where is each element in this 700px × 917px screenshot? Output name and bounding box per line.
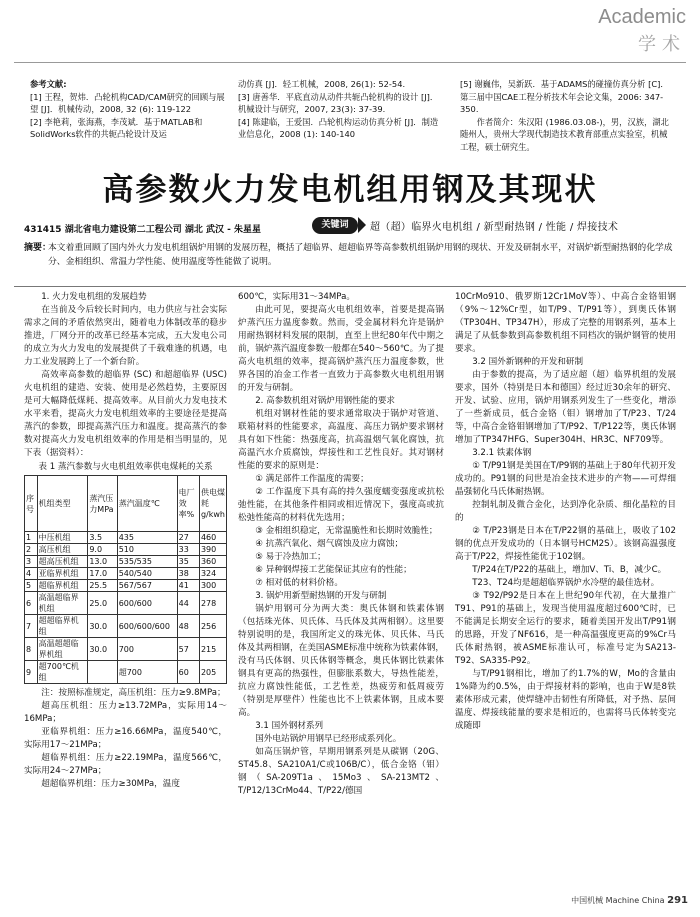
table-cell: 超超临界机组 [37,615,88,638]
table-cell: 高压机组 [37,544,88,556]
table-cell: 44 [177,592,199,615]
table-cell: 3 [25,556,38,568]
table-cell: 5 [25,580,38,592]
table-cell: 超临界机组 [37,580,88,592]
body-column-3 [455,291,676,733]
table-cell: 215 [199,638,226,661]
table-cell: 17.0 [88,568,117,580]
table-cell: 25.0 [88,592,117,615]
table-cell: 390 [199,544,226,556]
table-cell: 中压机组 [37,532,88,544]
table-cell: 567/567 [117,580,177,592]
table-note: 超超临界机组：压力≥30MPa，温度 [41,779,180,789]
table-header-cell: 机组类型 [37,476,88,532]
table-header-cell: 供电煤耗g/kwh [199,476,226,532]
table-cell: 48 [177,615,199,638]
author-affiliation: 431415 湖北省电力建设第二工程公司 湖北 武汉 - 朱星星 [24,225,261,235]
table-cell: 38 [177,568,199,580]
paragraph: 600℃，实际用31～34MPa。 [238,292,355,302]
list-item: ③ 金相组织稳定，无常温脆性和长期时效脆性； [255,526,438,536]
paragraph: 在当前及今后较长时间内，电力供应与社会实际需求之间的矛盾依然突出，随着电力体制改革的稳步推进，厂网分开的改革已经基本完成，五大发电公司的成立为火力发电的发展提供了千载难逢的机遇，电力工业发展跨上了一个新台阶。 [24,305,227,367]
references-column-2 [238,78,446,141]
body-column-2 [238,291,444,798]
table-body [25,532,227,684]
table-row [25,592,227,615]
section-heading: 1. 火力发电机组的发展趋势 [41,292,147,302]
table-cell: 205 [199,661,226,684]
list-item: ① 满足部件工作温度的需要； [255,474,369,484]
table-cell: 435 [117,532,177,544]
table-cell: 57 [177,638,199,661]
subsection-heading: 3.1 国外钢材系列 [255,721,324,731]
table-note: 注：按照标准规定，高压机组：压力≥9.8MPa； [41,688,226,698]
reference-item: [4] 陈建临，王爱国．凸轮机构运动仿真分析 [J]．制造业信息化，2008 (1): 140-140 [238,116,439,140]
list-item: ⑥ 异种钢焊接工艺能保证其应有的性能； [255,565,412,575]
table-cell: 高温超临界机组 [37,592,88,615]
table-cell: 超700 [117,661,177,684]
table-cell: 60 [177,661,199,684]
table-row [25,556,227,568]
keywords-list: 超（超）临界火电机组 / 新型耐热钢 / 性能 / 焊接技术 [370,222,619,233]
reference-item: [5] 谢巍伟，吴新跃．基于ADAMS的碰撞仿真分析 [C]．第三届中国CAE工程分析技术年会论文集，2006: 347-350. [460,79,669,115]
table-row [25,638,227,661]
reference-item: [3] 唐善华．平底直动从动件共轭凸轮机构的设计 [J]．机械设计与研究，2007, 23(3): 37-39. [238,91,439,115]
paragraph: 锅炉用钢可分为两大类：奥氏体钢和铁素体钢（包括珠光体、贝氏体、马氏体及其两相钢）。这里要特别说明的是，我国所定义的珠光体、贝氏体、马氏体及其两相钢，在美国ASME标准中统称为铁素体钢，没有马氏体钢、贝氏体钢等概念，奥氏体钢比铁素体钢具有更高的热强性，但膨胀系数大，导热性能差，抗应力腐蚀性能低，工艺性差，热疲劳和低周疲劳（特别是厚壁件）性能也比不上铁素体钢，且成本要高。 [238,604,444,718]
journal-name: 中国机械 Machine China [571,896,665,905]
journal-section-label-zh: 学术 [638,34,686,55]
table-cell: 亚临界机组 [37,568,88,580]
subsection-heading: 3.2 国外新钢种的开发和研制 [472,357,584,367]
paragraph: T23、T24均是超超临界锅炉水冷壁的最佳选材。 [472,578,660,588]
table-header-cell: 电厂效率% [177,476,199,532]
table-cell: 9 [25,661,38,684]
table-cell: 3.5 [88,532,117,544]
table-cell: 540/540 [117,568,177,580]
table-cell: 30.0 [88,615,117,638]
table-cell: 7 [25,615,38,638]
paragraph: 与T/P91钢相比，增加了约1.7%的W，Mo的含量由1%降为约0.5%，由于焊接材料的影响，也由于W是8铁素体形成元素，使焊缝冲击韧性有所降低，对予热、层间温度、焊接线能量的要求是相近的，也需将马氏体转变完成随即 [455,669,676,731]
paragraph: ③ T92/P92是日本在上世纪90年代初，在大量推广T91、P91的基础上，发现当使用温度超过600℃时，已不能满足长期安全运行的要求，随着美国开发出T/P91钢的思路，开发了NF616，是一种高温强度更高的9%Cr马氏体耐热钢，被ASME标准认可，标准号定为SA213-T92、SA335-P92。 [455,591,676,666]
table-cell: 460 [199,532,226,544]
table-cell: 33 [177,544,199,556]
table-cell: 超700℃机组 [37,661,88,684]
table-cell: 700 [117,638,177,661]
table-cell: 27 [177,532,199,544]
table-cell: 2 [25,544,38,556]
section-heading: 3. 锅炉用新型耐热钢的开发与研制 [255,591,387,601]
table-header-row [25,476,227,532]
reference-item: 动仿真 [J]．轻工机械，2008, 26(1): 52-54. [238,79,406,89]
list-item: ⑤ 易于冷热加工； [255,552,326,562]
paragraph: 由于参数的提高，为了适应超（超）临界机组的发展要求，国外（特别是日本和德国）经过近30余年的研究、开发、试验、应用，锅炉用钢系列发生了一些变化，增添了一些新成员，低合金铬（钼）钢增加了T/P23、T/24等，中高合金铬钼钢增加了T/P92、T/P122等，奥氏体钢增加了TP347HFG、Super304H、HR3C、NF709等。 [455,370,676,445]
abstract-divider [14,286,686,287]
list-item: ④ 抗蒸汽氧化、烟气腐蚀及应力腐蚀； [255,539,404,549]
table-row [25,568,227,580]
table-cell: 超高压机组 [37,556,88,568]
keywords-arrow-icon [358,217,366,233]
table-header-cell: 序号 [25,476,38,532]
table-cell: 9.0 [88,544,117,556]
table-cell: 6 [25,592,38,615]
page-footer [571,895,688,906]
paragraph: 如高压锅炉管，早期用钢系列是从碳钢（20G、ST45.8、SA210A1/C或106B/C），低合金铬（钼）钢（SA-209T1a、15Mo3、SA-213MT2、T/P12/13CrMo44、T/P22/德国 [238,747,444,796]
paragraph: 高效率高参数的超临界 (SC) 和超超临界 (USC) 火电机组的建造、安装、使用是必然趋势，主要原因是可大幅降低煤耗、提高效率。从目前火力发电技术水平来看，提高火力发电机组效率的主要途径是提高蒸汽的参数，即提高蒸汽压力和温度。提高蒸汽的参数对提高火力发电机组效率的作用是相当明显的，见下表（据资料）： [24,370,227,458]
table-cell [88,661,117,684]
table-row [25,615,227,638]
page-number: 291 [667,895,688,906]
table-cell: 8 [25,638,38,661]
table-note: 亚临界机组：压力≥16.66MPa，温度540℃，实际用17～21MPa； [24,727,227,750]
table-cell: 高温超超临界机组 [37,638,88,661]
table-cell: 535/535 [117,556,177,568]
body-column-1 [24,291,227,791]
header-divider [14,62,686,63]
subsection-heading: 3.2.1 铁素体钢 [472,448,532,458]
table-cell: 600/600/600 [117,615,177,638]
table-cell: 360 [199,556,226,568]
table-note: 超临界机组：压力≥22.19MPa，温度566℃，实际用24～27MPa； [24,753,227,776]
table-cell: 1 [25,532,38,544]
article-title: 高参数火力发电机组用钢及其现状 [102,172,598,208]
abstract-label: 摘要： [24,243,52,253]
table-row [25,532,227,544]
section-heading: 2. 高参数机组对锅炉用钢性能的要求 [255,396,396,406]
references-heading: 参考文献: [30,79,67,89]
keywords-label: 关键词 [312,217,358,234]
paragraph: 控制轧制及微合金化，达到净化杂质、细化晶粒的目的 [455,500,676,523]
author-bio: 作者简介：朱汉阳 (1986.03.08-)，男，汉族，湖北随州人，贵州大学现代制造技术教育部重点实验室，机械工程，硕士研究生。 [460,116,669,152]
table-note: 超高压机组：压力≥13.72MPa，实际用14～16MPa； [24,701,227,724]
abstract-text: 本文着重回顾了国内外火力发电机组锅炉用钢的发展历程，概括了超临界、超超临界等高参数机组锅炉用钢的现状、开发及研制水平，对锅炉新型耐热钢的化学成分、金相组织、常温力学性能、使用温度等性能做了说明。 [48,243,673,267]
paragraph: ① T/P91钢是美国在T/P9钢的基础上于80年代初开发成功的。P91钢的问世是冶金技术进步的产物——可焊细晶强韧化马氏体耐热钢。 [455,461,676,497]
table-caption: 表 1 蒸汽参数与火电机组效率供电煤耗的关系 [38,462,213,472]
table-row [25,544,227,556]
table-cell: 278 [199,592,226,615]
list-item: ② 工作温度下具有高的持久强度蠕变强度或抗松弛性能，在其他条件相同或相近情况下，强度高或抗松弛性能高的材料优先选用； [238,487,444,523]
table-cell: 324 [199,568,226,580]
table-cell: 41 [177,580,199,592]
paragraph: 国外电站锅炉用钢早已经形成系列化。 [255,734,402,744]
table-cell: 30.0 [88,638,117,661]
table-cell: 510 [117,544,177,556]
paragraph: 机组对钢材性能的要求通常取决于锅炉对管道、联箱材料的性能要求，高温度、高压力锅炉要求钢材具有如下性能：热强度高，抗高温烟气氧化腐蚀，抗高温汽水介质腐蚀，焊接性和工艺性良好。其对钢材性能的要求的原则是： [238,409,444,471]
steam-parameter-table [24,475,227,684]
reference-item: [1] 王程，贺炜．凸轮机构CAD/CAM研究的回顾与展望 [J]．机械传动，2008, 32 (6): 119-122 [30,91,225,115]
paragraph: 由此可见，要提高火电机组效率，首要是提高锅炉蒸汽压力温度参数。然而，受金属材料允许是锅炉用耐热钢材料发展的限制，直至上世纪80年代中期之前，锅炉蒸汽温度参数一般都在540～560℃。为了提高火电机组的效率，提高锅炉蒸汽压力温度参数，世界各国的冶金工作者一直致力于高参数火电机组用钢的开发与研制。 [238,305,444,393]
table-row [25,580,227,592]
paragraph: T/P24在T/P22的基础上，增加V、Ti、B，减少C。 [472,565,667,575]
table-cell: 4 [25,568,38,580]
table-cell: 35 [177,556,199,568]
references-column-1 [30,78,228,141]
table-header-cell: 蒸汽压力MPa [88,476,117,532]
table-cell: 25.5 [88,580,117,592]
list-item: ⑦ 相对低的材料价格。 [255,578,343,588]
paragraph: ② T/P23钢是日本在T/P22钢的基础上，吸收了102钢的优点开发成功的（日本钢号HCM2S）。该钢高温强度高于T/P22，焊接性能优于102钢。 [455,526,676,562]
journal-section-label-en: Academic [598,6,686,28]
table-cell: 13.0 [88,556,117,568]
table-header-cell: 蒸汽温度℃ [117,476,177,532]
table-cell: 300 [199,580,226,592]
table-row [25,661,227,684]
table-cell: 256 [199,615,226,638]
references-column-3 [460,78,672,154]
table-cell: 600/600 [117,592,177,615]
reference-item: [2] 李艳莉，张海燕，李茂斌．基于MATLAB和SolidWorks软件的共轭凸轮设计及运 [30,116,203,140]
paragraph: 10CrMo910、俄罗斯12Cr1MoV等）、中高合金铬钼钢（9%～12%Cr型，如T/P9、T/P91等），到奥氏体钢（TP304H、TP347H），形成了完整的用钢系列，基本上满足了从低参数到高参数机组不同档次的锅炉钢管的使用要求。 [455,292,676,354]
